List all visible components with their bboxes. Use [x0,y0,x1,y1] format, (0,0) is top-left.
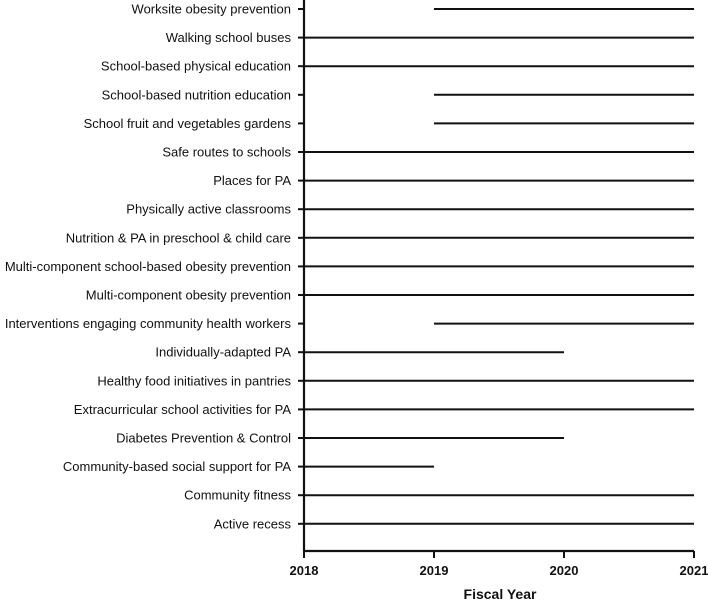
category-label: Healthy food initiatives in pantries [97,373,291,389]
category-label: School fruit and vegetables gardens [83,115,291,131]
category-label: Active recess [213,516,291,532]
x-axis-title: Fiscal Year [463,586,537,601]
category-label: Community fitness [184,487,291,503]
category-label: Individually-adapted PA [155,344,291,360]
category-label: Walking school buses [165,30,291,46]
category-label: Safe routes to schools [162,144,291,160]
category-label: Interventions engaging community health workers [4,316,291,332]
category-label: Multi-component obesity prevention [85,287,291,303]
category-label: School-based nutrition education [101,87,291,103]
category-label: Worksite obesity prevention [131,1,291,17]
category-label: Community-based social support for PA [62,459,291,475]
x-tick-label: 2019 [419,563,449,578]
category-label: Physically active classrooms [126,201,291,217]
category-label: Places for PA [213,173,291,189]
chart-marks [304,9,694,524]
category-label: Nutrition & PA in preschool & child care [65,230,291,246]
x-tick-label: 2018 [289,563,319,578]
category-label: School-based physical education [100,58,291,74]
axes [298,0,694,558]
chart-labels [5,2,708,579]
category-label: Extracurricular school activities for PA [73,401,291,417]
category-label: Diabetes Prevention & Control [116,430,291,446]
x-tick-label: 2021 [679,563,708,578]
x-tick-label: 2020 [549,563,579,578]
category-label: Multi-component school-based obesity prevention [4,258,291,274]
